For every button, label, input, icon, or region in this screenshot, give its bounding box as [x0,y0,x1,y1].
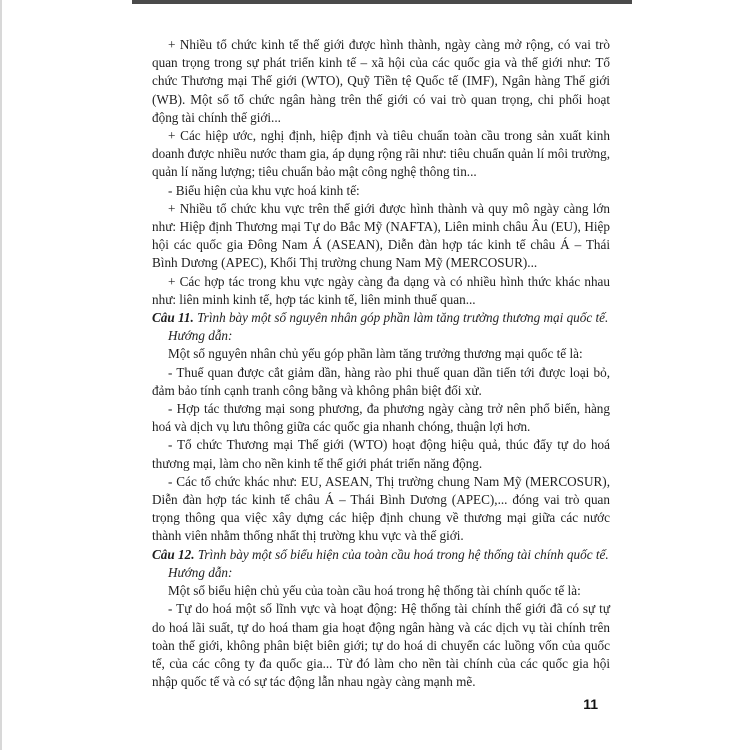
question-11-answer-item: - Tổ chức Thương mại Thế giới (WTO) hoạt động hiệu quả, thúc đẩy tự do hoá thương mại, làm cho nền kinh tế thế giới phát triển năng động. [152,437,610,471]
scan-edge-left [0,0,2,750]
question-12 [152,546,610,564]
question-11-answer-item: - Các tổ chức khác như: EU, ASEAN, Thị trường chung Nam Mỹ (MERCOSUR), Diễn đàn hợp tác kinh tế châu Á – Thái Bình Dương (APEC),... đóng vai trò quan trọng thông qua việc xây dựng các hiệp định chung về thương mại giữa các nước thành viên nhằm thống nhất thị trường khu vực và thế giới. [152,473,610,544]
paragraph-regional-orgs: + Nhiều tổ chức khu vực trên thế giới được hình thành và quy mô ngày càng lớn như: Hiệp định Thương mại Tự do Bắc Mỹ (NAFTA), Liên minh châu Âu (EU), Hiệp hội các quốc gia Đông Nam Á (ASEAN), Diễn đàn hợp tác kinh tế châu Á – Thái Bình Dương (APEC), Khối Thị trường chung Nam Mỹ (MERCOSUR)... [152,200,610,271]
question-11-answer-intro: Một số nguyên nhân chủ yếu góp phần làm tăng trưởng thương mại quốc tế là: [168,346,583,362]
paragraph-global-standards: + Các hiệp ước, nghị định, hiệp định và tiêu chuẩn toàn cầu trong sản xuất kinh doanh được nhiều nước tham gia, áp dụng rộng rãi như: tiêu chuẩn quản lí môi trường, quản lí năng lượng; tiêu chuẩn bảo mật công nghệ thông tin... [152,128,610,180]
question-12-label: Câu 12. [152,546,195,562]
question-12-answer-intro: Một số biểu hiện chủ yếu của toàn cầu hoá trong hệ thống tài chính quốc tế là: [168,583,581,599]
question-12-guide: Hướng dẫn: [168,564,233,580]
page-number: 11 [583,696,598,712]
question-12-answer-item: - Tự do hoá một số lĩnh vực và hoạt động: Hệ thống tài chính thế giới đã có sự tự do hoá lãi suất, tự do hoá tham gia hoạt động ngân hàng và các dịch vụ tài chính trên toàn thế giới, không phân biệt biên giới; tự do hoá di chuyển các luồng vốn của quốc tế, của các công ty đa quốc gia... Từ đó làm cho nền tài chính của các quốc gia hội nhập quốc tế và có sự tác động lẫn nhau ngày càng mạnh mẽ. [152,601,610,690]
question-11-answer-item: - Hợp tác thương mại song phương, đa phương ngày càng trở nên phổ biến, hàng hoá và dịch vụ lưu thông giữa các quốc gia nhanh chóng, thuận lợi hơn. [152,401,610,435]
question-12-text: Trình bày một số biểu hiện của toàn cầu hoá trong hệ thống tài chính quốc tế. [194,546,609,562]
question-11-label: Câu 11. [152,310,194,326]
scan-edge-top [132,0,632,4]
question-11-answer-item: - Thuế quan được cắt giảm dần, hàng rào phi thuế quan dần tiến tới được loại bỏ, đảm bảo tính cạnh tranh công bằng và không phân biệt đối xử. [152,364,610,398]
question-11-text: Trình bày một số nguyên nhân góp phần làm tăng trưởng thương mại quốc tế. [193,310,609,326]
page-content [152,36,610,691]
paragraph-regional-cooperation: + Các hợp tác trong khu vực ngày càng đa dạng và có nhiều hình thức khác nhau như: liên minh kinh tế, hợp tác kinh tế, liên minh thuế quan... [152,273,610,307]
paragraph-regionalization-heading: - Biểu hiện của khu vực hoá kinh tế: [168,182,360,198]
question-11-guide: Hướng dẫn: [168,328,233,344]
paragraph-world-orgs: + Nhiều tổ chức kinh tế thế giới được hình thành, ngày càng mở rộng, có vai trò quan trọng trong sự phát triển kinh tế – xã hội của các quốc gia và thế giới như: Tổ chức Thương mại Thế giới (WTO), Quỹ Tiền tệ Quốc tế (IMF), Ngân hàng Thế giới (WB). Một số tổ chức ngân hàng trên thế giới có vai trò quan trọng, chi phối hoạt động tài chính thế giới... [152,37,610,125]
question-11 [152,309,610,327]
